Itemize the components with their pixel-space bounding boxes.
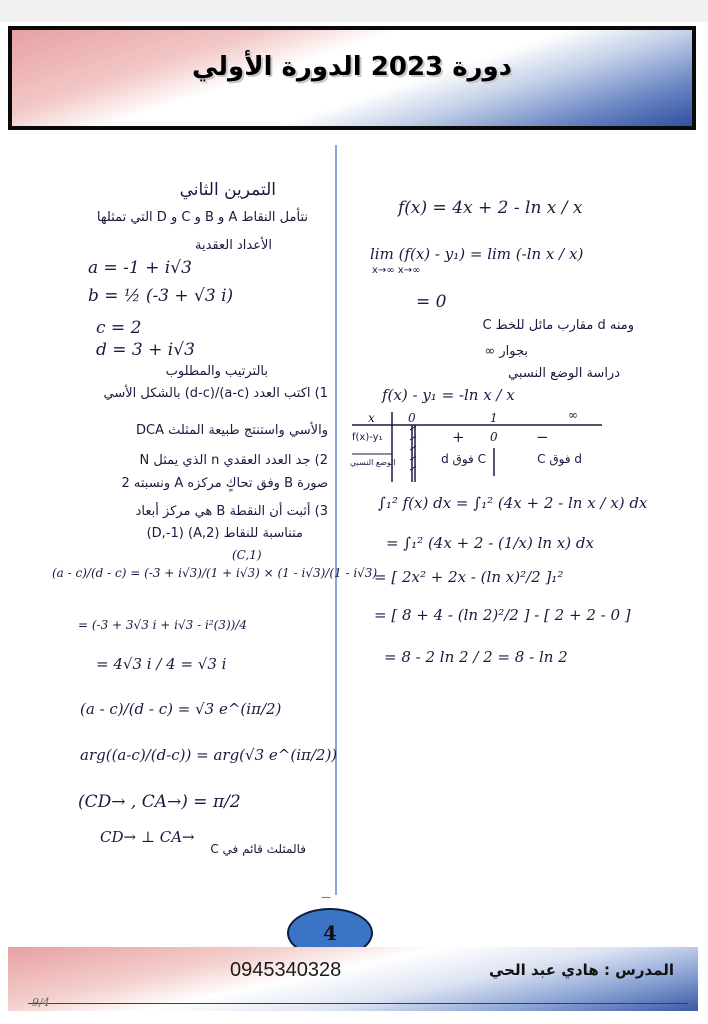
asymptote-note: ومنه d مقارب مائل للخط C xyxy=(482,318,634,333)
table-x-0: 0 xyxy=(408,411,416,425)
integral-line-4: = [ 8 + 4 - (ln 2)²/2 ] - [ 2 + 2 - 0 ] xyxy=(374,606,631,624)
page-tick: — xyxy=(321,892,331,903)
limit-line: lim (f(x) - y₁) = lim (-ln x / x) xyxy=(370,245,584,263)
question-1: 1) اكتب العدد (a-c)/(d-c) بالشكل الأسي xyxy=(103,386,328,401)
d-definition: d = 3 + i√3 xyxy=(96,340,195,360)
column-divider xyxy=(335,145,337,895)
footer-line xyxy=(28,1003,688,1004)
question-3: 3) أثبت أن النقطة B هي مركز أبعاد xyxy=(135,504,328,519)
relative-position-heading: دراسة الوضع النسبي xyxy=(508,366,620,381)
function-definition: f(x) = 4x + 2 - ln x / x xyxy=(398,198,583,218)
integral-line-5: = 8 - 2 ln 2 / 2 = 8 - ln 2 xyxy=(384,648,568,666)
question-3-cont: متناسبة للنقاط (A,2) (D,-1) xyxy=(146,526,303,541)
question-2-cont: صورة B وفق تحاكٍ مركزه A ونسبته 2 xyxy=(121,476,328,491)
top-strip xyxy=(0,0,708,22)
table-sign-plus: + xyxy=(452,428,465,446)
asymptote-note-2: بجوار ∞ xyxy=(484,344,528,359)
corner-page-mark: 9/4 xyxy=(32,996,50,1009)
solution-step-1: (a - c)/(d - c) = (-3 + i√3)/(1 + i√3) × (1 - i√3)/(1 - i√3) xyxy=(52,566,378,580)
solution-step-3: = 4√3 i / 4 = √3 i xyxy=(96,655,227,673)
intro-line-2: الأعداد العقدية xyxy=(195,238,272,253)
table-pos-left: C فوق d xyxy=(441,452,486,466)
footer-teacher: المدرس : هادي عبد الحي xyxy=(489,961,674,979)
c-definition: c = 2 xyxy=(96,318,142,338)
table-pos-right: d فوق C xyxy=(537,452,582,466)
solution-step-2: = (-3 + 3√3 i + i√3 - i²(3))/4 xyxy=(78,618,247,632)
question-1-cont: والأسي واستنتج طبيعة المثلث DCA xyxy=(135,423,328,438)
question-3-point: (C,1) xyxy=(232,548,262,562)
solution-step-5: arg((a-c)/(d-c)) = arg(√3 e^(iπ/2)) xyxy=(80,746,338,764)
banner-title: دورة 2023 الدورة الأولي xyxy=(191,52,513,82)
intro-line-1: نتأمل النقاط A و B و C و D التي تمثلها xyxy=(96,210,308,225)
solution-step-4: (a - c)/(d - c) = √3 e^(iπ/2) xyxy=(80,700,282,718)
limit-subscript: x→∞ x→∞ xyxy=(372,265,421,276)
page-number: 4 xyxy=(323,921,337,945)
limit-result: = 0 xyxy=(416,292,447,312)
triangle-conclusion: فالمثلث قائم في C xyxy=(210,842,306,856)
solution-step-6: (CD→ , CA→) = π/2 xyxy=(78,792,241,812)
table-sign-zero: 0 xyxy=(490,430,498,444)
difference-line: f(x) - y₁ = -ln x / x xyxy=(382,386,515,404)
footer-phone: 0945340328 xyxy=(230,959,342,981)
table-x-label: x xyxy=(368,411,375,425)
exercise-heading: التمرين الثاني xyxy=(179,180,276,200)
solution-step-7: CD→ ⊥ CA→ xyxy=(100,828,195,846)
table-sign-minus: − xyxy=(536,428,549,446)
table-x-1: 1 xyxy=(490,411,498,425)
a-definition: a = -1 + i√3 xyxy=(88,258,192,278)
table-diff-label: f(x)-y₁ xyxy=(352,432,383,443)
sign-table xyxy=(352,410,602,484)
integral-line-1: ∫₁² f(x) dx = ∫₁² (4x + 2 - ln x / x) dx xyxy=(378,494,648,512)
table-position-label: الوضع النسبي xyxy=(350,458,396,467)
question-2: 2) جد العدد العقدي n الذي يمثل N xyxy=(139,453,328,468)
footer-banner xyxy=(8,947,698,1011)
order-note: بالترتيب والمطلوب xyxy=(165,364,268,379)
header-banner xyxy=(8,26,696,130)
b-definition: b = ½ (-3 + √3 i) xyxy=(88,286,234,306)
table-x-inf: ∞ xyxy=(568,408,578,422)
integral-line-2: = ∫₁² (4x + 2 - (1/x) ln x) dx xyxy=(386,534,594,552)
integral-line-3: = [ 2x² + 2x - (ln x)²/2 ]₁² xyxy=(374,568,564,586)
